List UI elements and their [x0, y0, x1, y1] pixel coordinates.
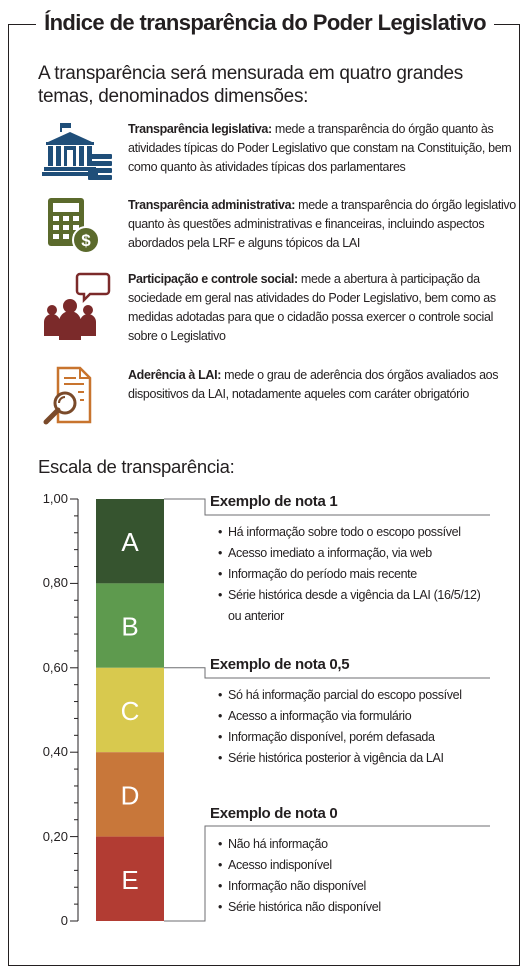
grade-letter-d: D: [120, 780, 140, 811]
list-item: • Informação do período mais recente: [218, 564, 488, 585]
grade-letter-a: A: [121, 527, 139, 558]
tick-label: 0: [60, 913, 68, 928]
tick-label: 1,00: [42, 491, 68, 506]
list-item: • Série histórica não disponível: [218, 897, 488, 918]
example-list-0: [218, 834, 488, 918]
grade-letter-b: B: [121, 611, 139, 642]
list-item: • Não há informação: [218, 834, 488, 855]
list-item: • Acesso indisponível: [218, 855, 488, 876]
svg-text:$: $: [81, 231, 91, 250]
list-item: • Série histórica desde a vigência da LAI (16/5/12) ou anterior: [218, 585, 488, 627]
list-item: • Há informação sobre todo o escopo possível: [218, 522, 488, 543]
example-title-0: Exemplo de nota 0: [210, 805, 338, 822]
page-title: Índice de transparência do Poder Legislativo: [0, 8, 530, 38]
tick-label: 0,80: [42, 575, 68, 591]
example-title-05: Exemplo de nota 0,5: [210, 656, 350, 673]
example-list-05: [218, 685, 488, 769]
grade-letter-c: C: [120, 696, 140, 726]
intro-text: A transparência será mensurada em quatro grandes temas, denominados dimensões:: [38, 63, 463, 107]
example-list-1: [218, 522, 488, 627]
tick-label: 0,20: [42, 828, 68, 844]
list-item: • Informação disponível, porém defasada: [218, 727, 488, 748]
tick-label: 0,40: [42, 744, 68, 760]
tick-label: 0,60: [42, 659, 68, 675]
grade-letter-e: E: [121, 864, 139, 895]
list-item: • Acesso a informação via formulário: [218, 706, 488, 727]
dimension-description: Participação e controle social: mede a abertura à participação da sociedade em geral nas atividades do Poder Legislativo, bem como as medidas adotadas para que o cidadão possa exercer o controle social sobre o Legislativo: [128, 272, 496, 343]
example-title-1: Exemplo de nota 1: [210, 493, 338, 510]
dimension-description: Aderência à LAI: mede o grau de aderência dos órgãos avaliados aos dispositivos da LAI, notadamente aqueles com caráter obrigatório: [128, 368, 499, 401]
dimension-description: Transparência administrativa: mede a transparência do órgão legislativo quanto às questões administrativas e financeiras, incluindo aspectos abordados pela LRF e alguns tópicos da LAI: [128, 198, 516, 250]
dimension-description: Transparência legislativa: mede a transparência do órgão quanto às atividades típicas do Poder Legislativo que constam na Constituição, bem como quanto às atividades típicas dos parlamentares: [128, 122, 512, 174]
list-item: • Informação não disponível: [218, 876, 488, 897]
list-item: • Série histórica posterior à vigência da LAI: [218, 748, 488, 769]
list-item: • Acesso imediato a informação, via web: [218, 543, 488, 564]
scale-heading: Escala de transparência:: [38, 456, 235, 477]
list-item: • Só há informação parcial do escopo possível: [218, 685, 488, 706]
